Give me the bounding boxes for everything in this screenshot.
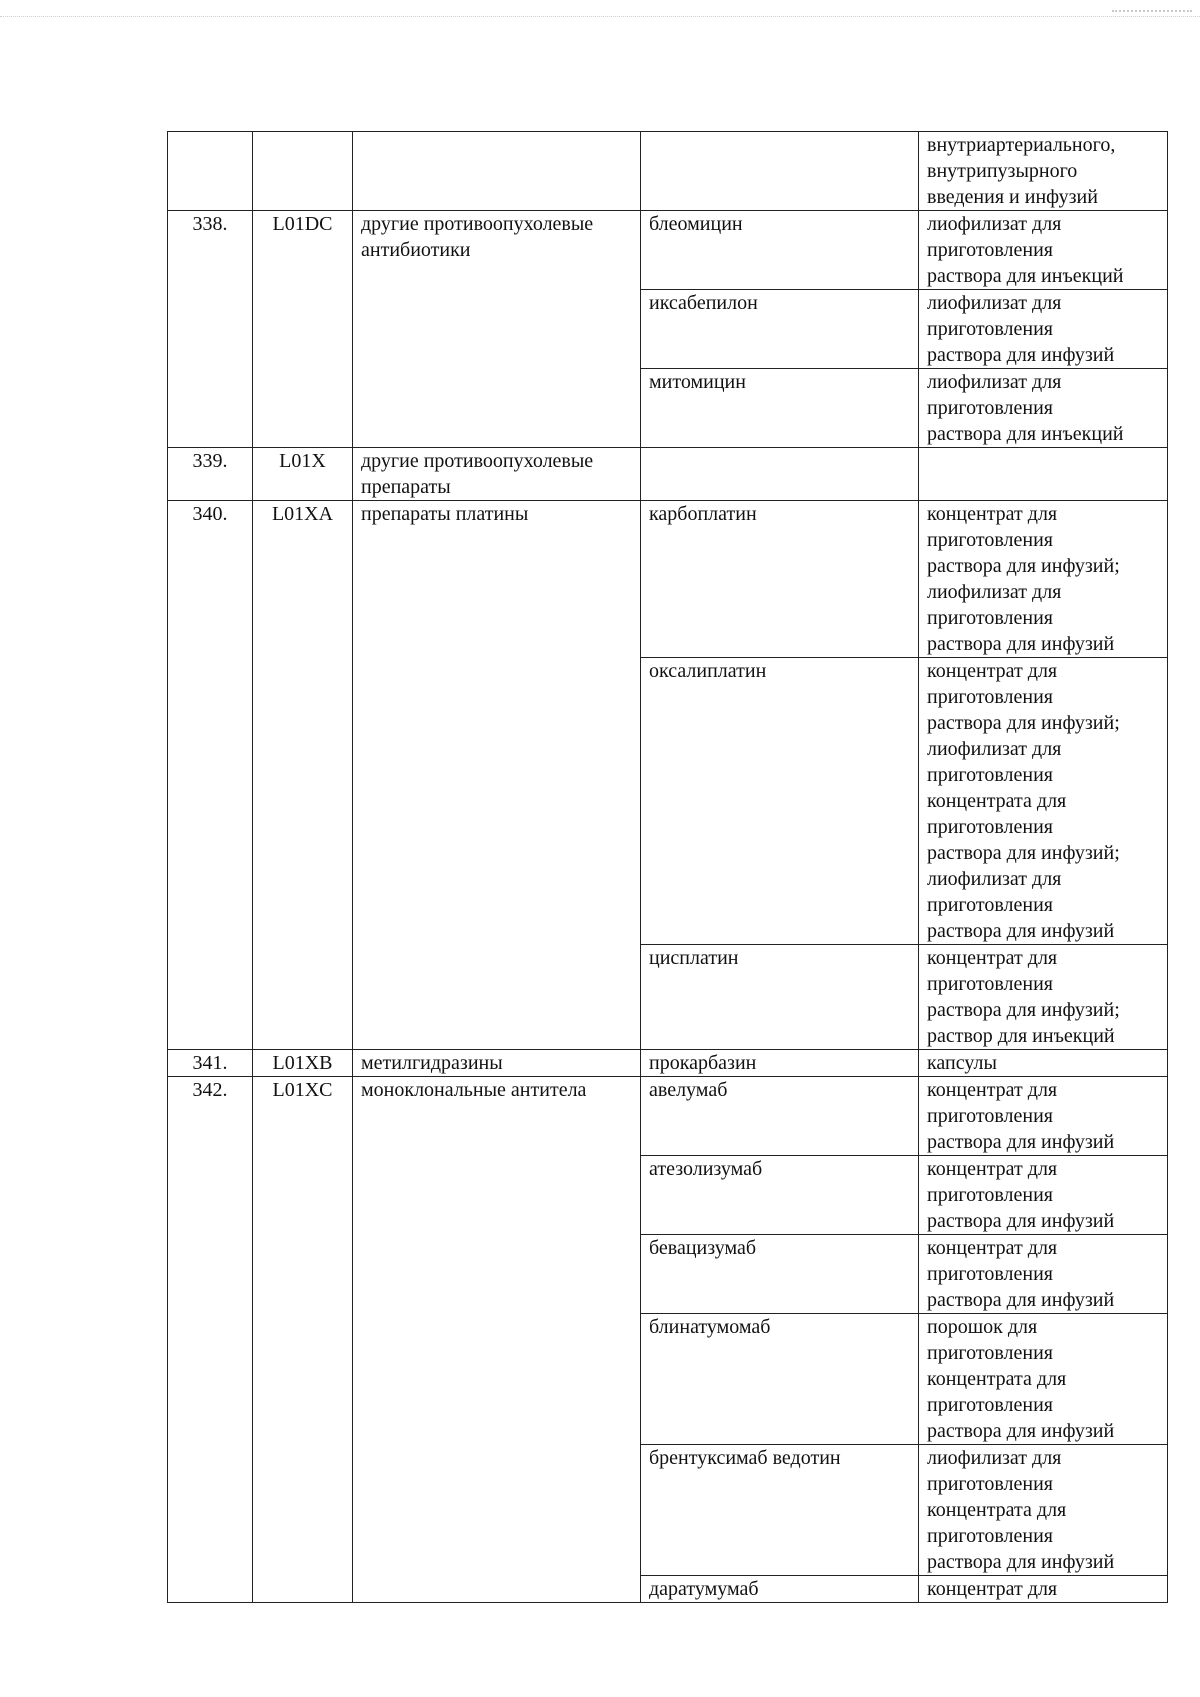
atc-code: L01X [253,448,353,501]
form-line: раствора для инъекций [927,423,1124,445]
table-body [168,132,1168,1603]
form-line: введения и инфузий [927,186,1098,208]
form-line: приготовления [927,1105,1053,1127]
row-number: 339. [168,448,253,501]
table-row [168,211,1168,290]
dosage-form [919,211,1168,290]
form-line: концентрат для [927,503,1058,525]
scan-artifact [1112,10,1192,18]
drug-name: цисплатин [641,945,919,1050]
form-line: раствор для инъекций [927,1025,1115,1047]
form-line: порошок для [927,1316,1038,1338]
form-line: лиофилизат для [927,868,1062,890]
form-line: раствора для инфузий [927,1551,1115,1573]
form-line: приготовления [927,1394,1053,1416]
atc-code: L01DC [253,211,353,448]
form-line: приготовления [927,529,1053,551]
form-line: концентрат для [927,1237,1058,1259]
dosage-form [919,369,1168,448]
form-line: концентрат для [927,947,1058,969]
drug-name: авелумаб [641,1077,919,1156]
form-line: раствора для инфузий; [927,842,1120,864]
drug-name: иксабепилон [641,290,919,369]
form-line: концентрат для [927,1578,1058,1600]
scan-border-line [0,16,1200,17]
form-line: приготовления [927,318,1053,340]
dosage-form [919,1077,1168,1156]
anatomical-group [353,132,641,211]
form-line: раствора для инфузий [927,1210,1115,1232]
drug-name: карбоплатин [641,501,919,658]
dosage-form [919,501,1168,658]
table-row [168,132,1168,211]
anatomical-group [353,1077,641,1603]
form-line: приготовления [927,1525,1053,1547]
drug-name: атезолизумаб [641,1156,919,1235]
form-line: раствора для инфузий [927,1289,1115,1311]
dosage-form [919,1235,1168,1314]
form-line: раствора для инфузий [927,633,1115,655]
form-line: концентрат для [927,1079,1058,1101]
group-line: другие противоопухолевые [361,450,594,472]
form-line: лиофилизат для [927,371,1062,393]
form-line: концентрат для [927,1158,1058,1180]
form-line: раствора для инъекций [927,265,1124,287]
form-line: приготовления [927,397,1053,419]
table-row [168,448,1168,501]
drug-name: митомицин [641,369,919,448]
drug-name: блеомицин [641,211,919,290]
form-line: приготовления [927,686,1053,708]
atc-code [253,132,353,211]
dosage-form [919,448,1168,501]
form-line: раствора для инфузий [927,344,1115,366]
dosage-form [919,1050,1168,1077]
dosage-form [919,132,1168,211]
atc-code: L01XC [253,1077,353,1603]
form-line: приготовления [927,1263,1053,1285]
drug-name: даратумумаб [641,1576,919,1603]
row-number: 342. [168,1077,253,1603]
form-line: лиофилизат для [927,1447,1062,1469]
dosage-form [919,1156,1168,1235]
form-line: приготовления [927,607,1053,629]
row-number: 338. [168,211,253,448]
form-line: внутрипузырного [927,160,1078,182]
form-line: приготовления [927,973,1053,995]
form-line: раствора для инфузий [927,1131,1115,1153]
dosage-form [919,290,1168,369]
dosage-form [919,1314,1168,1445]
dosage-form [919,945,1168,1050]
drug-name: прокарбазин [641,1050,919,1077]
group-line: антибиотики [361,239,471,261]
form-line: капсулы [927,1052,997,1074]
anatomical-group [353,211,641,448]
form-line: раствора для инфузий; [927,999,1120,1021]
form-line: приготовления [927,239,1053,261]
table-row [168,1050,1168,1077]
form-line: концентрат для [927,660,1058,682]
form-line: приготовления [927,894,1053,916]
group-line: препараты платины [361,503,529,525]
anatomical-group [353,1050,641,1077]
drug-name [641,132,919,211]
form-line: лиофилизат для [927,581,1062,603]
drug-name: брентуксимаб ведотин [641,1445,919,1576]
form-line: лиофилизат для [927,292,1062,314]
dosage-form [919,658,1168,945]
form-line: концентрата для [927,1499,1067,1521]
row-number [168,132,253,211]
table-row [168,501,1168,658]
drug-name: оксалиплатин [641,658,919,945]
drug-name: бевацизумаб [641,1235,919,1314]
form-line: раствора для инфузий [927,1420,1115,1442]
form-line: внутриартериального, [927,134,1116,156]
form-line: приготовления [927,1473,1053,1495]
row-number: 341. [168,1050,253,1077]
dosage-form [919,1445,1168,1576]
drug-name [641,448,919,501]
form-line: приготовления [927,1342,1053,1364]
form-line: раствора для инфузий [927,920,1115,942]
group-line: метилгидразины [361,1052,503,1074]
anatomical-group [353,448,641,501]
group-line: другие противоопухолевые [361,213,594,235]
group-line: моноклональные антитела [361,1079,587,1101]
form-line: лиофилизат для [927,738,1062,760]
table-row [168,1077,1168,1156]
form-line: лиофилизат для [927,213,1062,235]
row-number: 340. [168,501,253,1050]
atc-code: L01XB [253,1050,353,1077]
form-line: приготовления [927,764,1053,786]
group-line: препараты [361,476,451,498]
dosage-form [919,1576,1168,1603]
form-line: раствора для инфузий; [927,712,1120,734]
form-line: концентрата для [927,1368,1067,1390]
form-line: приготовления [927,1184,1053,1206]
drug-list-table [167,131,1168,1603]
form-line: приготовления [927,816,1053,838]
anatomical-group [353,501,641,1050]
drug-name: блинатумомаб [641,1314,919,1445]
form-line: раствора для инфузий; [927,555,1120,577]
form-line: концентрата для [927,790,1067,812]
atc-code: L01XA [253,501,353,1050]
